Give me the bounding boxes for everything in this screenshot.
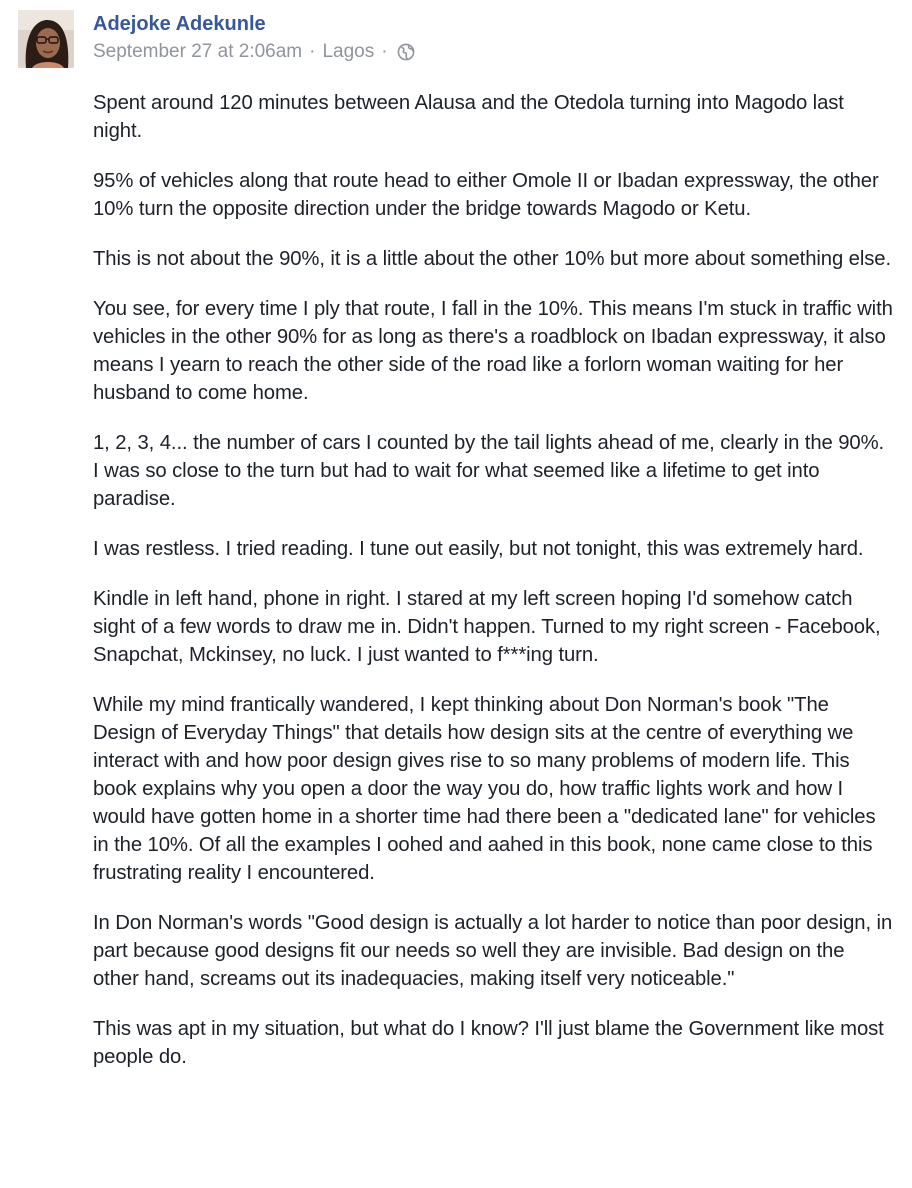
post-paragraph: This is not about the 90%, it is a little about the other 10% but more about something else. [93,248,892,270]
post-paragraph: Kindle in left hand, phone in right. I stared at my left screen hoping I'd somehow catch sight of a few words to draw me in. Didn't happen. Turned to my right screen - Facebook, Snapchat, Mckinsey, no luck. I just wanted to f***ing turn. [93,588,881,666]
post-paragraph: You see, for every time I ply that route, I fall in the 10%. This means I'm stuck in traffic with vehicles in the other 90% for as long as there's a roadblock on Ibadan expressway, it also means I yearn to reach the other side of the road like a forlorn woman waiting for her husband to come home. [93,298,893,404]
globe-icon[interactable] [397,43,415,61]
post-paragraph: 95% of vehicles along that route head to either Omole II or Ibadan expressway, the other 10% turn the opposite direction under the bridge towards Magodo or Ketu. [93,170,879,220]
post-paragraph: 1, 2, 3, 4... the number of cars I counted by the tail lights ahead of me, clearly in the 90%. I was so close to the turn but had to wait for what seemed like a lifetime to get into paradise. [93,432,885,510]
post-location[interactable]: Lagos [322,41,375,62]
post-paragraph: I was restless. I tried reading. I tune out easily, but not tonight, this was extremely hard. [93,538,864,560]
meta-separator: · [381,41,388,62]
author-name[interactable]: Adejoke Adekunle [93,13,266,35]
post-body [93,89,893,1093]
post-timestamp[interactable]: September 27 at 2:06am [93,41,303,62]
avatar-photo [18,10,74,68]
post-paragraph: While my mind frantically wandered, I kept thinking about Don Norman's book "The Design of Everyday Things" that details how design sits at the centre of everything we interact with and how poor design gives rise to so many problems of modern life. This book explains why you open a door the way you do, how traffic lights work and how I would have gotten home in a shorter time had there been a "dedicated lane" for vehicles in the 10%. Of all the examples I oohed and aahed in this book, none came close to this frustrating reality I encountered. [93,694,876,884]
post-meta [93,40,415,64]
post-paragraph: This was apt in my situation, but what do I know? I'll just blame the Government like most people do. [93,1018,884,1068]
post-paragraph: Spent around 120 minutes between Alausa and the Otedola turning into Magodo last night. [93,92,844,142]
avatar[interactable] [18,10,74,68]
meta-separator: · [309,41,316,62]
post-paragraph: In Don Norman's words "Good design is actually a lot harder to notice than poor design, in part because good designs fit our needs so well they are invisible. Bad design on the other hand, screams out its inadequacies, making itself very noticeable." [93,912,893,990]
